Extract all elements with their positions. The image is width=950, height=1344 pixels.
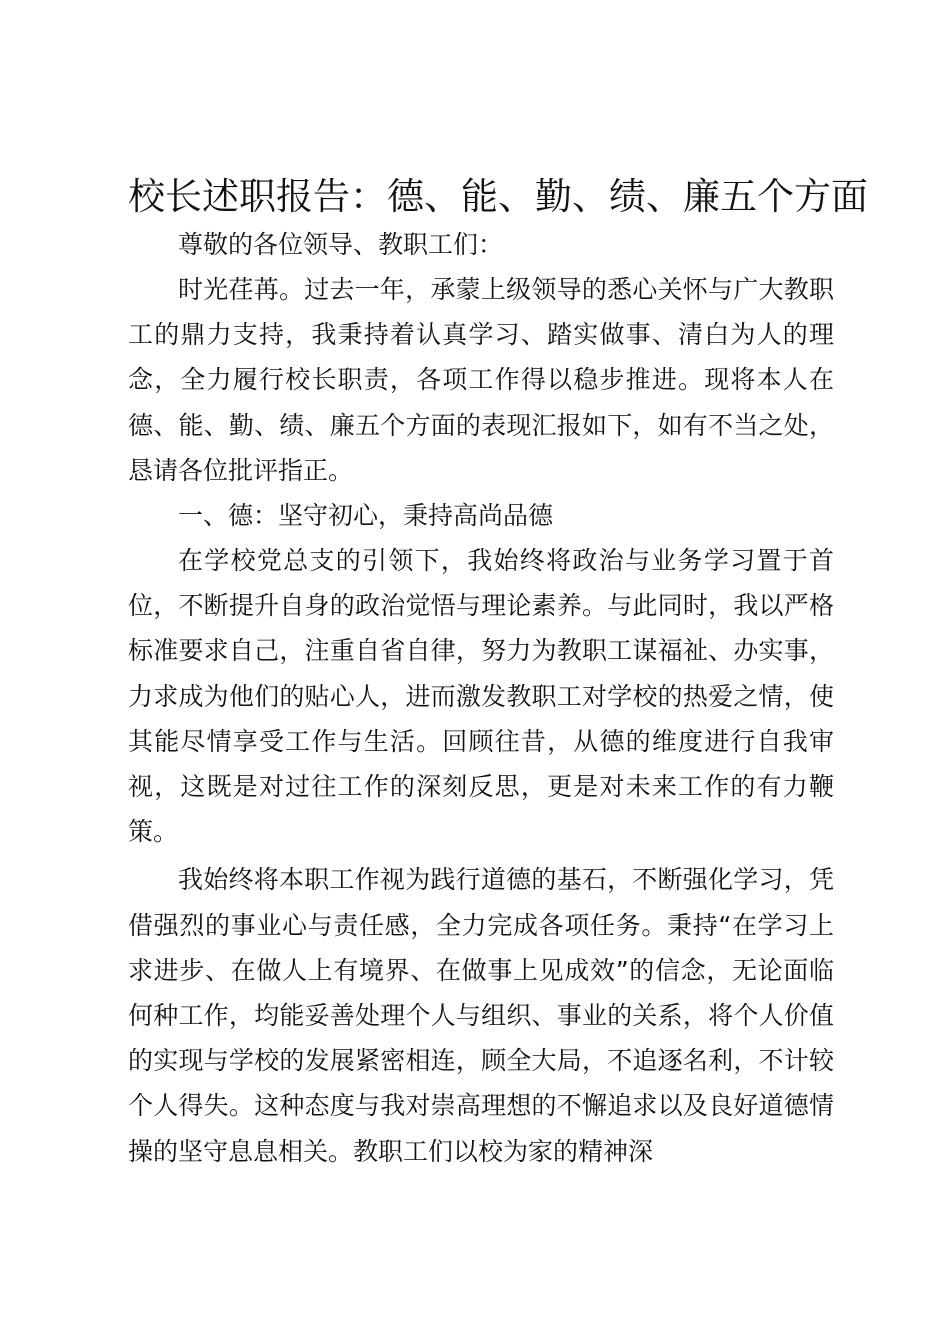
intro-paragraph: 时光荏苒。过去一年，承蒙上级领导的悉心关怀与广大教职工的鼎力支持，我秉持着认真学习、踏实做事、清白为人的理念，全力履行校长职责，各项工作得以稳步推进。现将本人在德、能、勤、绩、廉五个方面的表现汇报如下，如有不当之处，恳请各位批评指正。 xyxy=(128,275,834,485)
section-de-paragraph-2: 我始终将本职工作视为践行道德的基石，不断强化学习，凭借强烈的事业心与责任感，全力完成各项任务。秉持“在学习上求进步、在做人上有境界、在做事上见成效”的信念，无论面临何种工作，均能妥善处理个人与组织、事业的关系，将个人价值的实现与学校的发展紧密相连，顾全大局，不追逐名利，不计较个人得失。这种态度与我对崇高理想的不懈追求以及良好道德情操的坚守息息相关。教职工们以校为家的精神深 xyxy=(128,865,834,1166)
salutation: 尊敬的各位领导、教职工们： xyxy=(178,230,504,259)
document-body xyxy=(128,172,868,1174)
section-heading-de: 一、德：坚守初心，秉持高尚品德 xyxy=(178,501,554,531)
section-de-paragraph-1: 在学校党总支的引领下，我始终将政治与业务学习置于首位，不断提升自身的政治觉悟与理论素养。与此同时，我以严格标准要求自己，注重自省自律，努力为教职工谋福祉、办实事，力求成为他们的贴心人，进而激发教职工对学校的热爱之情，使其能尽情享受工作与生活。回顾往昔，从德的维度进行自我审视，这既是对过往工作的深刻反思，更是对未来工作的有力鞭策。 xyxy=(128,546,834,847)
document-title: 校长述职报告：德、能、勤、绩、廉五个方面 xyxy=(128,175,868,218)
